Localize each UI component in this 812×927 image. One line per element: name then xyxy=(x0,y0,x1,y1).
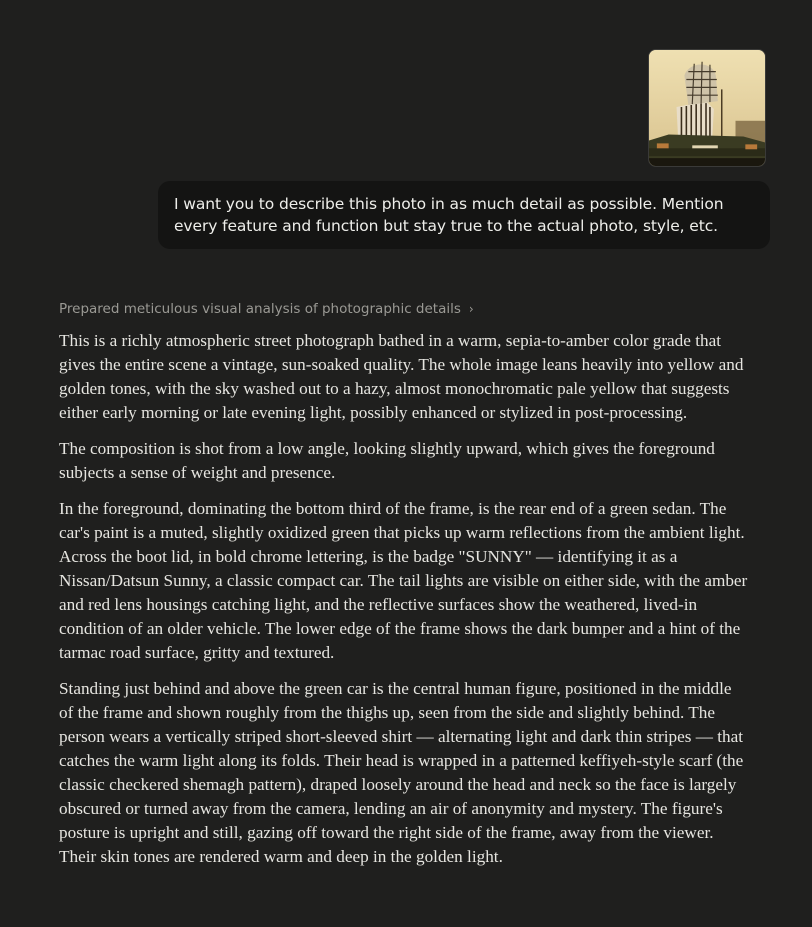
response-paragraph: In the foreground, dominating the bottom third of the frame, is the rear end of a green sedan. The car's paint is a muted, slightly oxidized green that picks up warm reflections from the ambient light. Across the boot lid, in bold chrome lettering, is the badge "SUNNY" — identifying it as a Nissan/Datsun Sunny, a classic compact car. The tail lights are visible on either side, with the amber and red lens housings catching light, and the reflective surfaces show the weathered, lived-in condition of an older vehicle. The lower edge of the frame shows the dark bumper and a hint of the tarmac road surface, gritty and textured. xyxy=(59,499,748,662)
attached-photo-thumbnail[interactable] xyxy=(648,49,766,167)
thinking-summary-toggle[interactable] xyxy=(59,299,474,319)
chevron-right-icon: › xyxy=(468,302,474,316)
response-paragraph: The composition is shot from a low angle, looking slightly upward, which gives the foreground subjects a sense of weight and presence. xyxy=(59,439,715,482)
response-paragraph: This is a richly atmospheric street photograph bathed in a warm, sepia-to-amber color grade that gives the entire scene a vintage, sun-soaked quality. The whole image leans heavily into yellow and golden tones, with the sky washed out to a hazy, almost monochromatic pale yellow that suggests either early morning or late evening light, possibly enhanced or stylized in post-processing. xyxy=(59,331,744,422)
response-paragraph: Standing just behind and above the green car is the central human figure, positioned in the middle of the frame and shown roughly from the thighs up, seen from the side and slightly behind. The person wears a vertically striped short-sleeved shirt — alternating light and dark thin stripes — that catches the warm light along its folds. Their head is wrapped in a patterned keffiyeh-style scarf (the classic checkered shemagh pattern), draped loosely around the head and neck so the face is largely obscured or turned away from the camera, lending an air of anonymity and mystery. The figure's posture is upright and still, gazing off toward the right side of the frame, away from the viewer. Their skin tones are rendered warm and deep in the golden light. xyxy=(59,679,744,866)
thinking-summary-label: Prepared meticulous visual analysis of photographic details xyxy=(59,301,461,317)
user-message-text: I want you to describe this photo in as much detail as possible. Mention every feature and function but stay true to the actual photo, style, etc. xyxy=(174,195,724,235)
photo-thumbnail-graphic xyxy=(649,50,765,166)
assistant-response xyxy=(59,329,749,881)
user-message-bubble xyxy=(158,181,770,249)
